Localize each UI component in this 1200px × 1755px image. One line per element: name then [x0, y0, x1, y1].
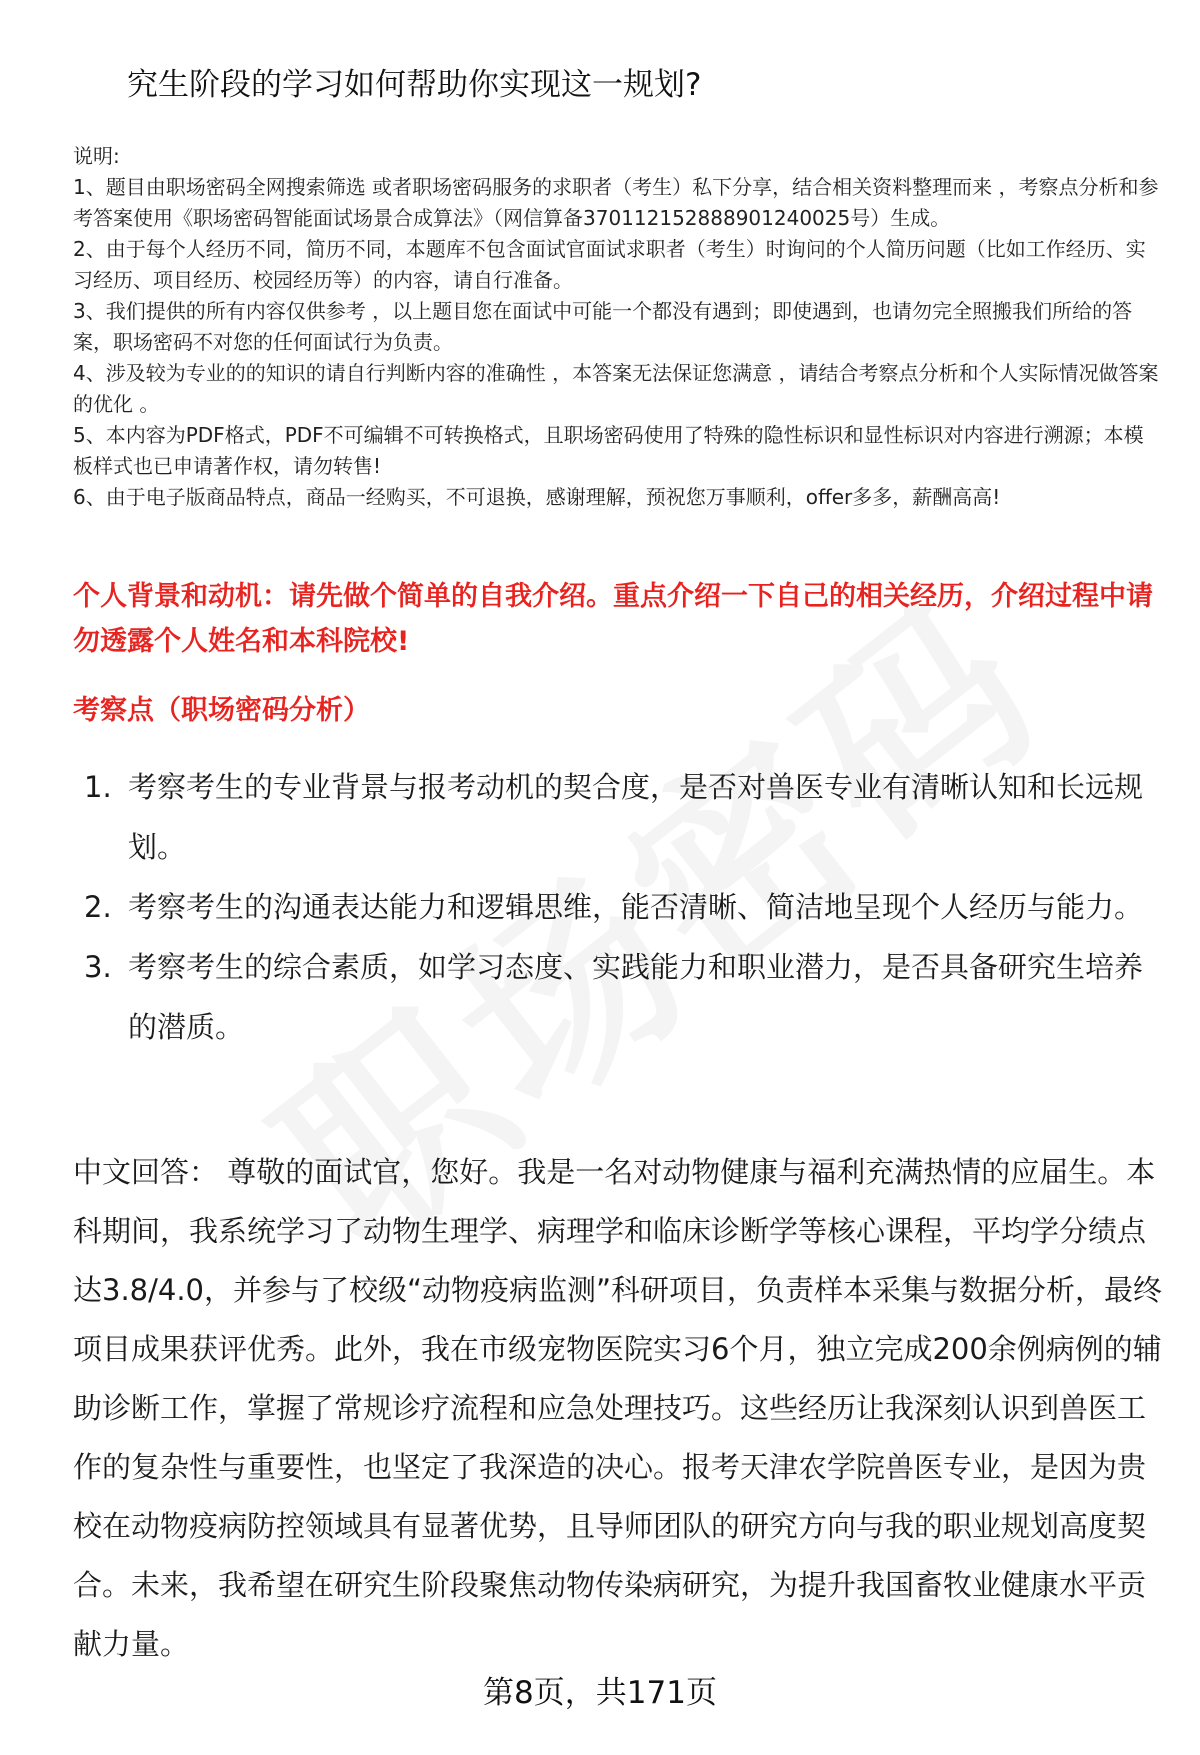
analysis-heading: 考察点（职场密码分析） [73, 695, 370, 726]
point-number: 1. [84, 770, 112, 804]
analysis-point [84, 937, 1164, 1057]
question-text: 究生阶段的学习如何帮助你实现这一规划? [127, 67, 702, 103]
point-text: 考察考生的沟通表达能力和逻辑思维，能否清晰、简洁地呈现个人经历与能力。 [128, 890, 1144, 924]
note-item: 5、本内容为PDF格式，PDF不可编辑不可转换格式，且职场密码使用了特殊的隐性标识和显性标识对内容进行溯源；本模板样式也已申请著作权，请勿转售! [73, 423, 1144, 478]
note-item: 2、由于每个人经历不同，简历不同，本题库不包含面试官面试求职者（考生）时询问的个人简历问题（比如工作经历、实习经历、项目经历、校园经历等）的内容，请自行准备。 [73, 237, 1146, 292]
note-item: 1、题目由职场密码全网搜索筛选 或者职场密码服务的求职者（考生）私下分享，结合相关资料整理而来 ，考察点分析和参考答案使用《职场密码智能面试场景合成算法》（网信算备370112152888901240025号）生成。 [73, 175, 1159, 230]
page-number-footer: 第8页，共171页 [483, 1675, 717, 1711]
note-item: 4、涉及较为专业的的知识的请自行判断内容的准确性 ，本答案无法保证您满意 ，请结合考察点分析和个人实际情况做答案的优化 。 [73, 361, 1159, 416]
note-item: 6、由于电子版商品特点，商品一经购买，不可退换，感谢理解，预祝您万事顺利，offer多多，薪酬高高! [73, 485, 1001, 509]
notes-block [73, 141, 1163, 513]
point-text: 考察考生的综合素质，如学习态度、实践能力和职业潜力，是否具备研究生培养的潜质。 [128, 950, 1144, 1044]
analysis-point [84, 757, 1164, 877]
analysis-point [84, 877, 1164, 937]
motive-question-heading: 个人背景和动机：请先做个简单的自我介绍。重点介绍一下自己的相关经历，介绍过程中请勿透露个人姓名和本科院校! [73, 581, 1153, 657]
point-number: 2. [84, 890, 112, 924]
notes-heading: 说明: [73, 144, 120, 168]
note-item: 3、我们提供的所有内容仅供参考 ，以上题目您在面试中可能一个都没有遇到；即使遇到，也请勿完全照搬我们所给的答案，职场密码不对您的任何面试行为负责。 [73, 299, 1133, 354]
point-number: 3. [84, 950, 112, 984]
point-text: 考察考生的专业背景与报考动机的契合度，是否对兽医专业有清晰认知和长远规划。 [128, 770, 1144, 864]
answer-paragraph: 中文回答： 尊敬的面试官，您好。我是一名对动物健康与福利充满热情的应届生。本科期间，我系统学习了动物生理学、病理学和临床诊断学等核心课程，平均学分绩点达3.8/4.0，并参与了校级“动物疫病监测”科研项目，负责样本采集与数据分析，最终项目成果获评优秀。此外，我在市级宠物医院实习6个月，独立完成200余例病例的辅助诊断工作，掌握了常规诊疗流程和应急处理技巧。这些经历让我深刻认识到兽医工作的复杂性与重要性，也坚定了我深造的决心。报考天津农学院兽医专业，是因为贵校在动物疫病防控领域具有显著优势，且导师团队的研究方向与我的职业规划高度契合。未来，我希望在研究生阶段聚焦动物传染病研究，为提升我国畜牧业健康水平贡献力量。 [73, 1155, 1163, 1661]
analysis-points-list [84, 757, 1164, 1057]
